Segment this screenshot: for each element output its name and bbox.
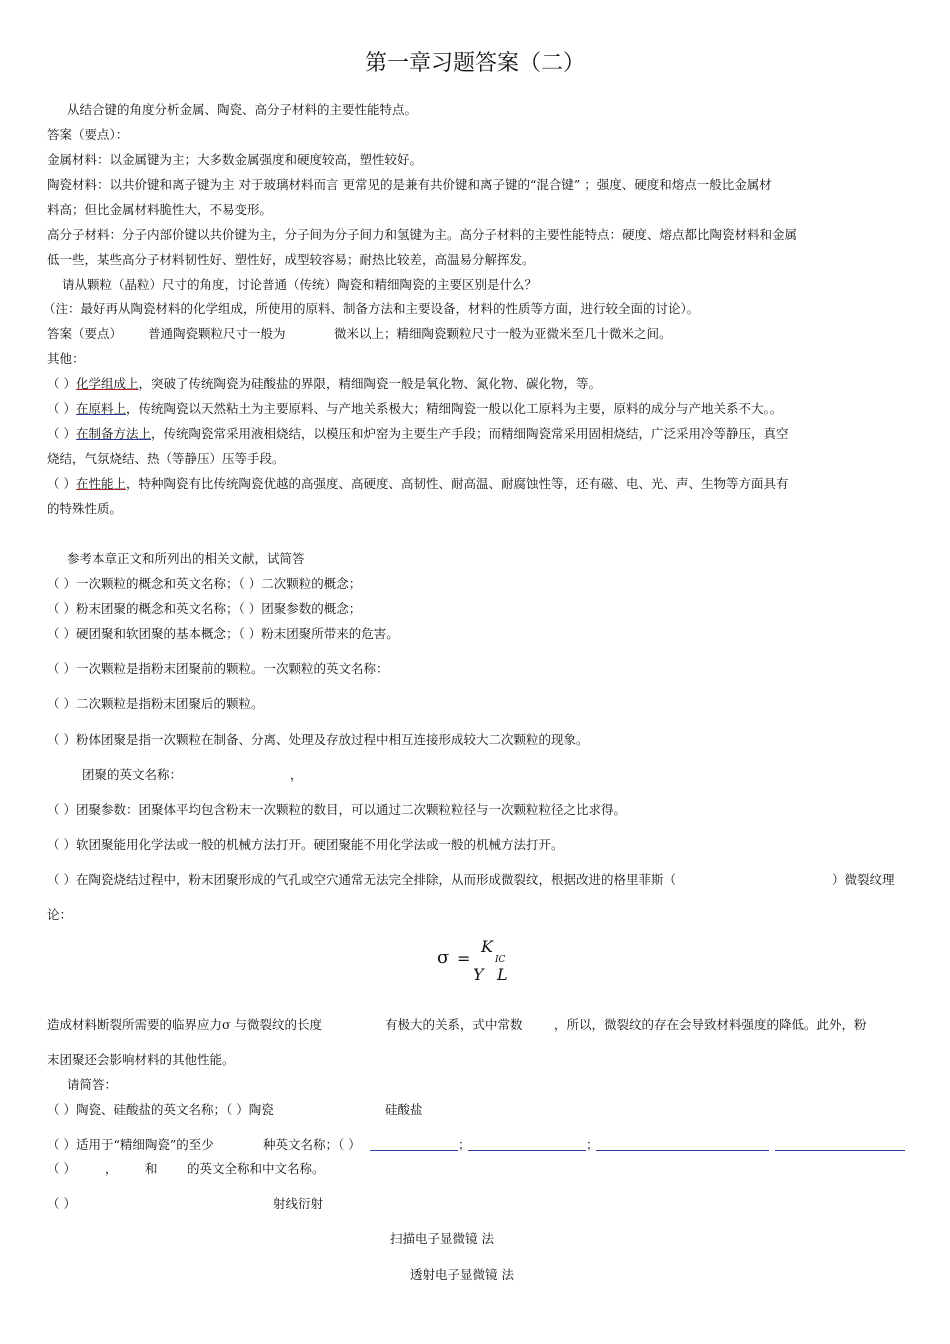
item-prefix: （ ） bbox=[47, 401, 76, 416]
q1-ceramic-line2: 料高；但比金属材料脆性大，不易变形。 bbox=[47, 202, 273, 217]
q3-sub3: （ ）硬团聚和软团聚的基本概念；（ ）粉末团聚所带来的危害。 bbox=[47, 626, 399, 641]
q1-metal: 金属材料：以金属键为主；大多数金属强度和硬度较高，塑性较好。 bbox=[47, 152, 423, 167]
underlined-key: 化学组成上 bbox=[75, 376, 139, 391]
q3-answer6-part1: （ ）在陶瓷烧结过程中，粉末团聚形成的气孔或空穴通常无法完全排除，从而形成微裂纹，根据改进的格里菲斯（ bbox=[47, 872, 676, 887]
q2-item-preparation-cont: 烧结，气氛烧结、热（等静压）压等手段。 bbox=[47, 451, 285, 466]
q3-sub2: （ ）粉末团聚的概念和英文名称；（ ）团聚参数的概念； bbox=[47, 601, 362, 616]
item-text: ，传统陶瓷常采用液相烧结，以模压和炉窑为主要生产手段；而精细陶瓷常采用固相烧结，广泛采用冷等静压，真空 bbox=[151, 426, 789, 441]
q4-line2-part2: 种英文名称；（ ） bbox=[263, 1137, 361, 1152]
underlined-key: 在性能上 bbox=[75, 476, 126, 491]
q4-line4-part1: （ ） bbox=[47, 1196, 76, 1211]
q4-line3-part2: ， bbox=[105, 1161, 118, 1176]
q3-answer3-en-label: 团聚的英文名称： bbox=[82, 767, 183, 782]
q4-line2-sep1: ； bbox=[458, 1137, 471, 1152]
q4-line5: 扫描电子显微镜 法 bbox=[390, 1231, 494, 1246]
item-text: ，传统陶瓷以天然粘土为主要原料、与产地关系极大；精细陶瓷一般以化工原料为主要，原料的成分与产地关系不大。。 bbox=[126, 401, 783, 416]
q3-answer3-en-sep: ， bbox=[290, 767, 303, 782]
q3-after-part3: ，所以，微裂纹的存在会导致材料强度的降低。此外，粉 bbox=[554, 1017, 867, 1032]
q3-after-part1: 造成材料断裂所需要的临界应力σ 与微裂纹的长度 bbox=[47, 1017, 323, 1032]
q3-sub1: （ ）一次颗粒的概念和英文名称；（ ）二次颗粒的概念； bbox=[47, 576, 362, 591]
q2-answer-part2: 微米以上；精细陶瓷颗粒尺寸一般为亚微米至几十微米之间。 bbox=[334, 326, 672, 341]
q4-line2-part1: （ ）适用于“精细陶瓷”的至少 bbox=[47, 1137, 214, 1152]
answer-blank-2[interactable] bbox=[468, 1150, 586, 1151]
q1-polymer-line2: 低一些，某些高分子材料韧性好、塑性好，成型较容易；耐热比较差，高温易分解挥发。 bbox=[47, 252, 535, 267]
q1-question: 从结合键的角度分析金属、陶瓷、高分子材料的主要性能特点。 bbox=[67, 102, 418, 117]
q1-ceramic-line1: 陶瓷材料：以共价键和离子键为主 对于玻璃材料而言 更常见的是兼有共价键和离子键的“混合键” ；强度、硬度和熔点一般比金属材 bbox=[47, 177, 772, 192]
q4-line6: 透射电子显微镜 法 bbox=[410, 1267, 514, 1282]
item-prefix: （ ） bbox=[47, 476, 76, 491]
formula-y: Y bbox=[473, 965, 484, 984]
q2-item-performance bbox=[47, 476, 789, 492]
q2-item-raw-material bbox=[47, 401, 782, 417]
item-text: ，特种陶瓷有比传统陶瓷优越的高强度、高硬度、高韧性、耐高温、耐腐蚀性等，还有磁、电、光、声、生物等方面具有 bbox=[126, 476, 789, 491]
formula-ic: IC bbox=[495, 955, 506, 965]
q4-line2-sep2: ； bbox=[586, 1137, 599, 1152]
q3-after-part2: 有极大的关系，式中常数 bbox=[385, 1017, 523, 1032]
item-prefix: （ ） bbox=[47, 376, 76, 391]
q3-after-part4: 末团聚还会影响材料的其他性能。 bbox=[47, 1052, 235, 1067]
formula-l: L bbox=[497, 965, 508, 984]
q3-answer6-part3: 论： bbox=[47, 907, 73, 922]
q4-line1-part2: 硅酸盐 bbox=[385, 1102, 423, 1117]
q2-note: （注：最好再从陶瓷材料的化学组成，所使用的原料、制备方法和主要设备，材料的性质等方面，进行较全面的讨论）。 bbox=[43, 301, 700, 316]
q3-question: 参考本章正文和所列出的相关文献，试简答 bbox=[67, 551, 305, 566]
q3-answer3: （ ）粉体团聚是指一次颗粒在制备、分离、处理及存放过程中相互连接形成较大二次颗粒的现象。 bbox=[47, 732, 589, 747]
q4-label: 请简答： bbox=[67, 1077, 118, 1092]
q3-answer6-part2: ）微裂纹理 bbox=[832, 872, 895, 887]
q1-polymer-line1: 高分子材料：分子内部价键以共价键为主，分子间为分子间力和氢键为主。高分子材料的主要性能特点：硬度、熔点都比陶瓷材料和金属 bbox=[47, 227, 798, 242]
underlined-key: 在制备方法上 bbox=[75, 426, 151, 441]
q2-item-preparation bbox=[47, 426, 789, 442]
q2-answer-part1: 普通陶瓷颗粒尺寸一般为 bbox=[148, 326, 286, 341]
q3-answer1: （ ）一次颗粒是指粉末团聚前的颗粒。一次颗粒的英文名称： bbox=[47, 661, 389, 676]
q2-item-composition bbox=[47, 376, 601, 392]
formula-k: K bbox=[481, 937, 493, 956]
q2-item-performance-cont: 的特殊性质。 bbox=[47, 501, 123, 516]
formula-equals: = bbox=[457, 949, 471, 968]
underlined-key: 在原料上 bbox=[75, 401, 126, 416]
page-title: 第一章习题答案（二） bbox=[364, 51, 585, 76]
q4-line3-part3: 和 bbox=[145, 1161, 158, 1176]
q4-line1-part1: （ ）陶瓷、硅酸盐的英文名称；（ ）陶瓷 bbox=[47, 1102, 274, 1117]
answer-blank-3[interactable] bbox=[596, 1150, 769, 1151]
q1-answer-label: 答案（要点）： bbox=[47, 127, 129, 142]
item-text: ，突破了传统陶瓷为硅酸盐的界限，精细陶瓷一般是氧化物、氮化物、碳化物，等。 bbox=[138, 376, 602, 391]
q4-line3-part4: 的英文全称和中文名称。 bbox=[187, 1161, 325, 1176]
q2-answer-label: 答案（要点） bbox=[47, 326, 123, 341]
item-prefix: （ ） bbox=[47, 426, 76, 441]
answer-blank-4[interactable] bbox=[775, 1150, 905, 1151]
formula-sigma: σ bbox=[437, 947, 450, 968]
q2-question: 请从颗粒（晶粒）尺寸的角度，讨论普通（传统）陶瓷和精细陶瓷的主要区别是什么？ bbox=[62, 277, 538, 292]
q3-answer2: （ ）二次颗粒是指粉末团聚后的颗粒。 bbox=[47, 696, 264, 711]
q4-line4-part2: 射线衍射 bbox=[273, 1196, 324, 1211]
answer-blank-1[interactable] bbox=[370, 1150, 458, 1151]
q3-answer4: （ ）团聚参数：团聚体平均包含粉末一次颗粒的数目，可以通过二次颗粒粒径与一次颗粒粒径之比求得。 bbox=[47, 802, 626, 817]
q3-answer5: （ ）软团聚能用化学法或一般的机械方法打开。硬团聚能不用化学法或一般的机械方法打开。 bbox=[47, 837, 564, 852]
q2-other-label: 其他： bbox=[47, 351, 85, 366]
q4-line3-part1: （ ） bbox=[47, 1161, 76, 1176]
